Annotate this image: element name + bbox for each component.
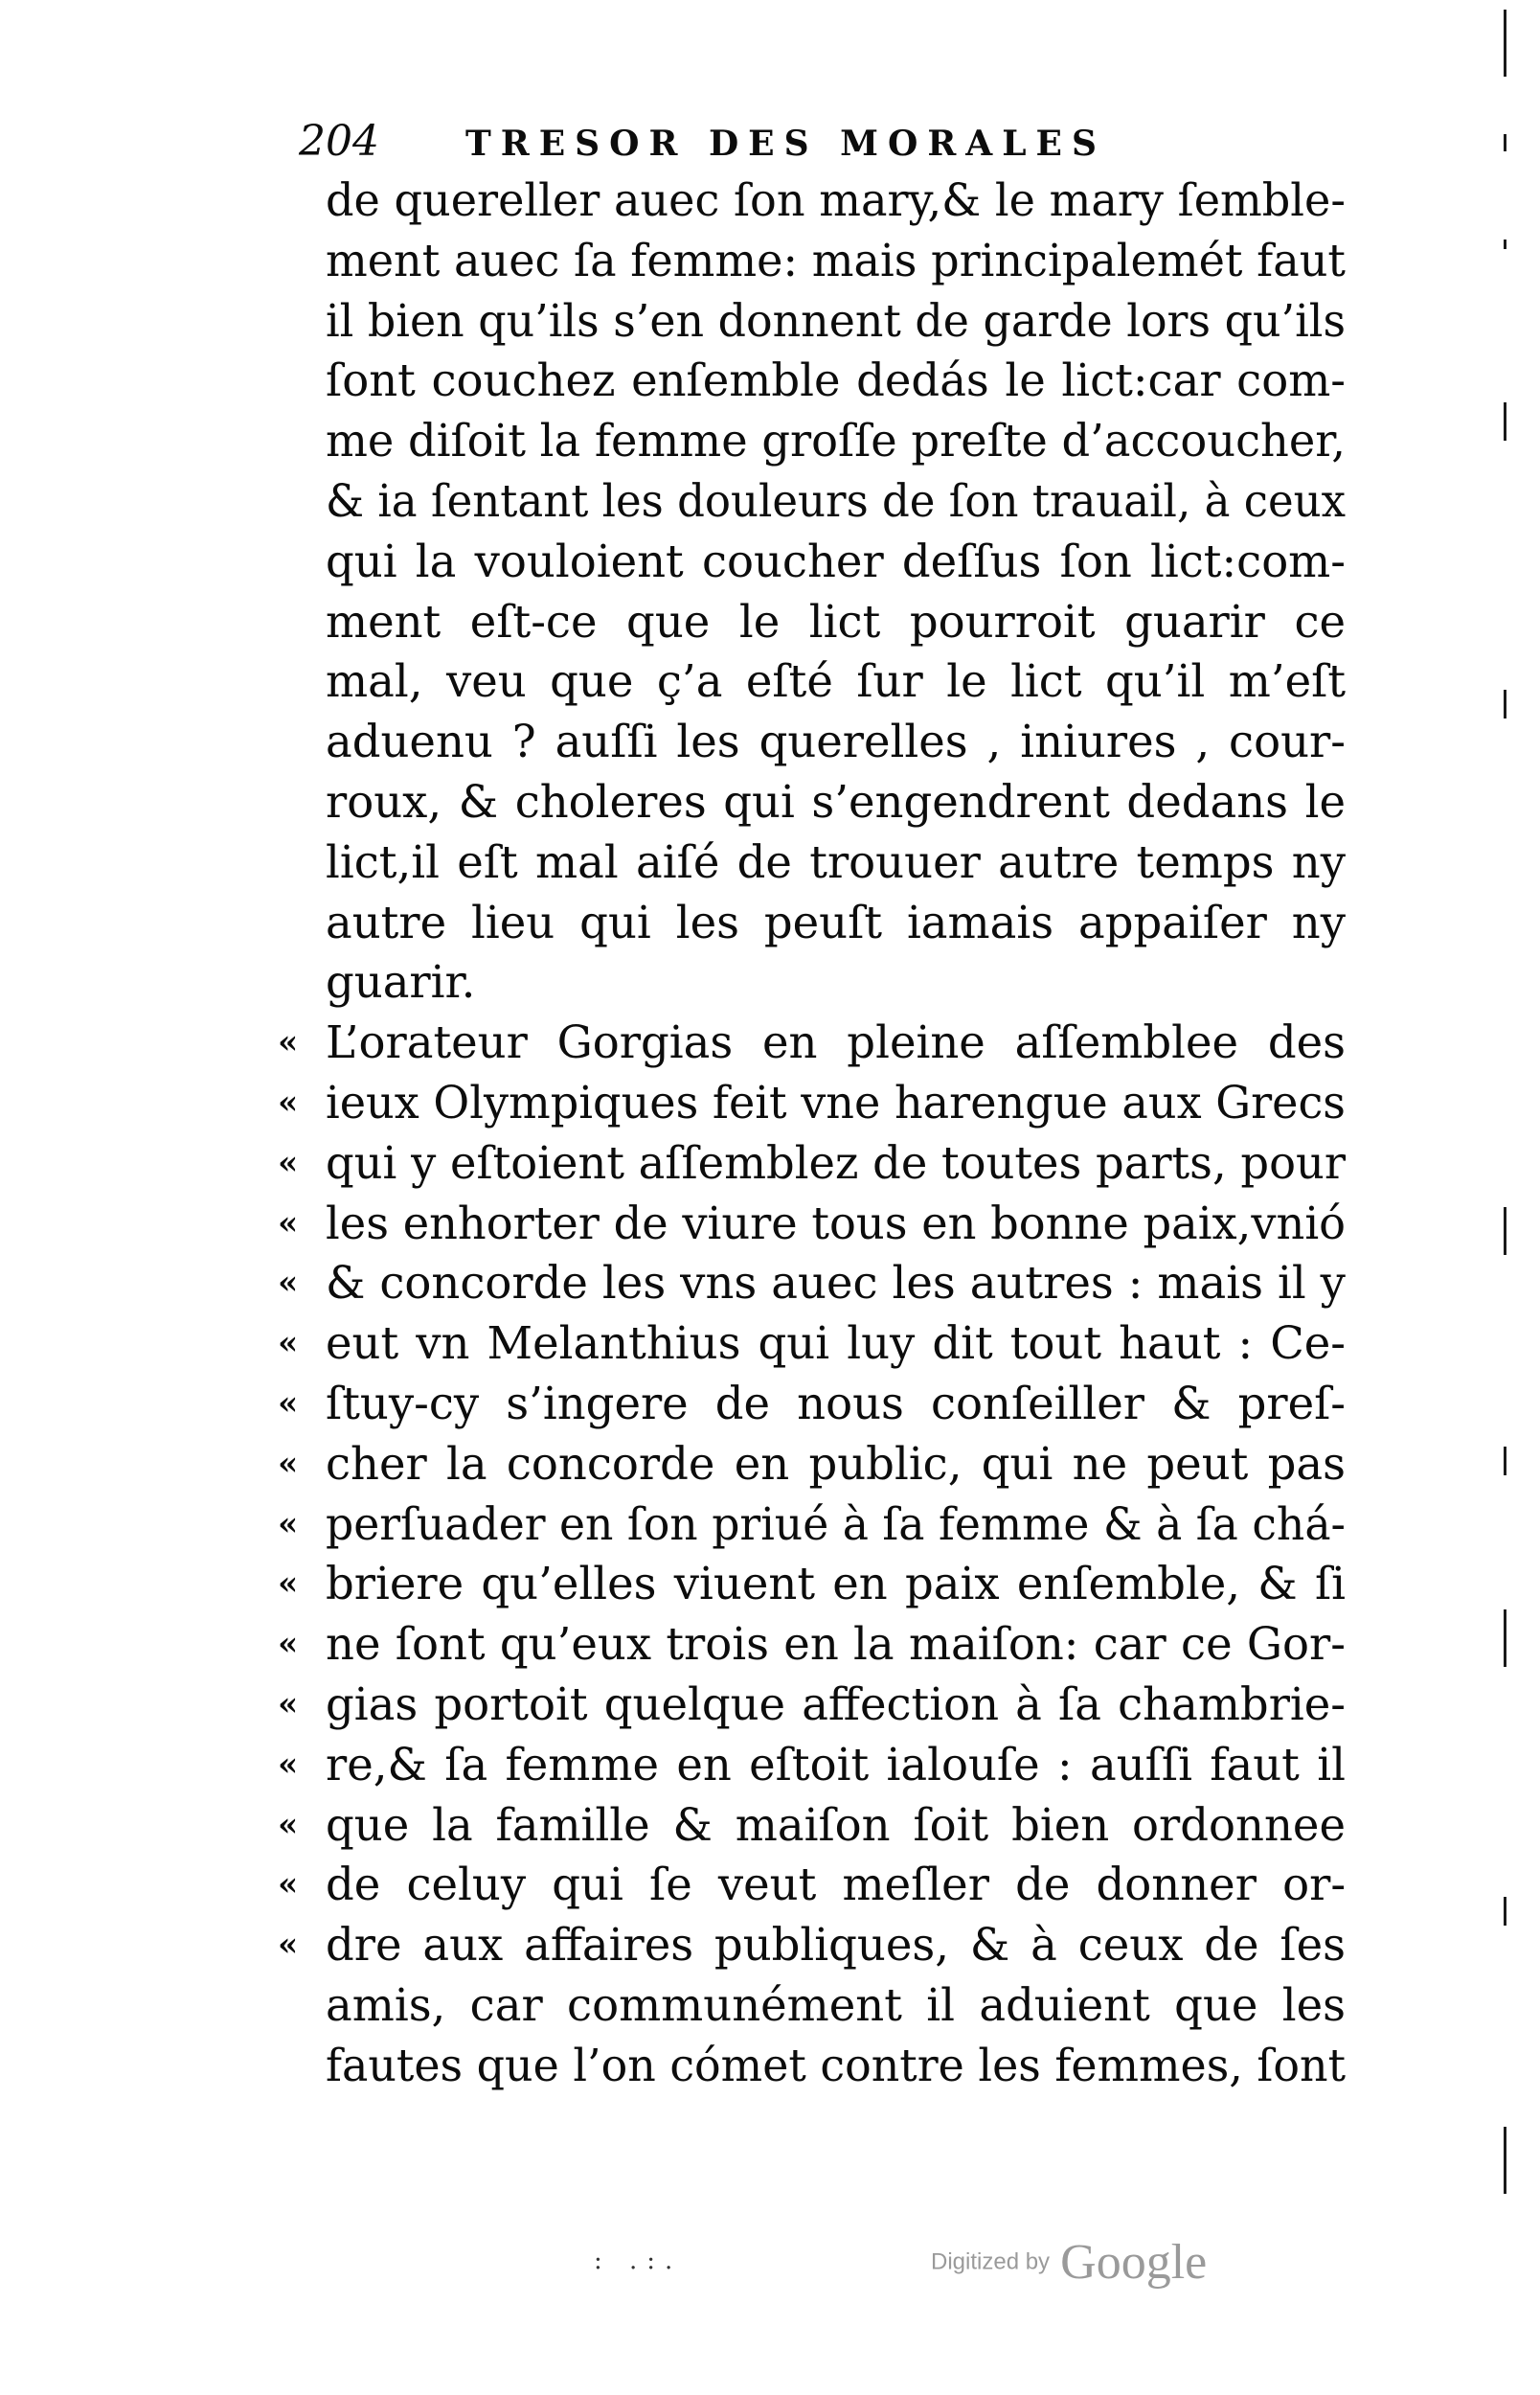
line-text: qui y eſtoient aſſemblez de toutes parts, pour xyxy=(326,1136,1347,1189)
quotation-marker: « xyxy=(278,1023,299,1062)
text-line xyxy=(278,1013,1346,1073)
text-line xyxy=(326,2036,1346,2096)
line-text: guarir. xyxy=(326,956,476,1009)
line-text: me diſoit la femme groſſe preſte d’accoucher, xyxy=(326,415,1347,468)
quotation-marker: « xyxy=(278,1564,299,1604)
text-line xyxy=(326,171,1346,231)
watermark-prefix: Digitized by xyxy=(931,2248,1051,2275)
line-text: que la famille & maiſon ſoit bien ordonnee xyxy=(326,1798,1346,1851)
quotation-marker: « xyxy=(278,1805,299,1844)
body-text xyxy=(278,171,1347,2096)
line-text: dre aux affaires publiques, & à ceux de ſes xyxy=(326,1919,1347,1972)
line-text: L’orateur Gorgias en pleine aſſemblee des xyxy=(326,1016,1346,1069)
text-line xyxy=(326,291,1346,352)
text-line xyxy=(326,712,1346,772)
line-text: perſuader en ſon priué à ſa femme & à ſa chá- xyxy=(326,1497,1346,1550)
line-text: ieux Olympiques feit vne harengue aux Grecs xyxy=(326,1076,1346,1129)
text-line xyxy=(326,1975,1346,2036)
footer-marks: : .:. xyxy=(594,2247,683,2275)
text-line xyxy=(278,1675,1347,1735)
page-edge-rule xyxy=(1504,0,1506,2395)
line-text: il bien qu’ils s’en donnent de garde lors qu’ils xyxy=(326,294,1347,347)
line-text: autre lieu qui les peuſt iamais appaiſer ny xyxy=(326,896,1346,948)
line-text: eut vn Melanthius qui luy dit tout haut : Ce- xyxy=(326,1317,1347,1370)
line-text: gias portoit quelque affection à ſa chambrie- xyxy=(326,1677,1347,1730)
text-line xyxy=(278,1374,1347,1434)
line-text: qui la vouloient coucher deſſus ſon lict:com- xyxy=(326,535,1346,587)
line-text: fautes que l’on cómet contre les femmes, ſont xyxy=(326,2039,1347,2091)
text-line xyxy=(326,772,1346,833)
quotation-marker: « xyxy=(278,1143,299,1182)
quotation-marker: « xyxy=(278,1684,299,1723)
text-line xyxy=(278,1915,1347,1975)
line-text: lict,il eſt mal aiſé de trouuer autre temps ny xyxy=(326,835,1346,888)
text-line xyxy=(278,1133,1347,1194)
digitized-watermark xyxy=(931,2234,1207,2291)
quotation-marker: « xyxy=(278,1324,299,1363)
line-text: & concorde les vns auec les autres : mais il y xyxy=(326,1257,1346,1310)
text-line xyxy=(326,471,1346,532)
line-text: roux, & choleres qui s’engendrent dedans le xyxy=(326,775,1346,828)
line-text: ment eſt-ce que le lict pourroit guarir ce xyxy=(326,595,1347,648)
text-line xyxy=(326,532,1346,592)
text-line xyxy=(278,1494,1346,1555)
quotation-marker: « xyxy=(278,1083,299,1122)
line-text: les enhorter de viure tous en bonne paix,vnió xyxy=(326,1197,1347,1249)
line-text: ſont couchez enſemble dedás le lict:car com- xyxy=(326,354,1347,407)
watermark-brand: Google xyxy=(1060,2235,1208,2290)
line-text: cher la concorde en public, qui ne peut pas xyxy=(326,1437,1346,1490)
line-text: re,& ſa femme en eſtoit ialouſe : auſſi faut il xyxy=(326,1738,1346,1791)
text-line xyxy=(326,231,1346,291)
quotation-marker: « xyxy=(278,1203,299,1243)
quotation-marker: « xyxy=(278,1444,299,1483)
text-line xyxy=(326,592,1346,652)
text-line xyxy=(326,833,1346,893)
text-line xyxy=(278,1855,1347,1915)
page-number: 204 xyxy=(299,117,379,166)
line-text: amis, car communément il aduient que les xyxy=(326,1978,1347,2031)
text-line xyxy=(278,1253,1346,1313)
text-line xyxy=(326,893,1346,953)
running-title: TRESOR DES MORALES xyxy=(465,124,1106,164)
line-text: ne ſont qu’eux trois en la maiſon: car ce Gor- xyxy=(326,1618,1346,1671)
page-header xyxy=(299,113,1352,171)
text-line xyxy=(278,1614,1346,1675)
quotation-marker: « xyxy=(278,1745,299,1784)
text-line xyxy=(326,651,1346,712)
quotation-marker: « xyxy=(278,1264,299,1303)
text-line xyxy=(278,1554,1347,1614)
quotation-marker: « xyxy=(278,1625,299,1664)
text-line xyxy=(278,1735,1346,1795)
line-text: briere qu’elles viuent en paix enſemble, & ſi xyxy=(326,1558,1347,1610)
text-line xyxy=(278,1194,1347,1254)
line-text: ſtuy-cy s’ingere de nous conſeiller & preſ- xyxy=(326,1377,1347,1429)
text-line xyxy=(326,411,1346,471)
text-line xyxy=(278,1434,1346,1494)
line-text: aduenu ? auſſi les querelles , iniures , cour- xyxy=(326,716,1346,768)
text-line xyxy=(278,1313,1347,1374)
line-text: & ia ſentant les douleurs de ſon trauail, à ceux xyxy=(326,474,1346,527)
quotation-marker: « xyxy=(278,1926,299,1965)
text-line xyxy=(326,952,1346,1013)
quotation-marker: « xyxy=(278,1383,299,1423)
text-line xyxy=(278,1795,1346,1856)
text-line xyxy=(278,1073,1346,1133)
quotation-marker: « xyxy=(278,1865,299,1905)
text-line xyxy=(326,351,1346,411)
quotation-marker: « xyxy=(278,1504,299,1543)
line-text: de celuy qui ſe veut meſler de donner or- xyxy=(326,1859,1347,1911)
line-text: de quereller auec ſon mary,& le mary ſemble- xyxy=(326,174,1346,226)
line-text: mal, veu que ç’a eſté ſur le lict qu’il m’eſt xyxy=(326,655,1347,708)
line-text: ment auec ſa femme: mais principalemét faut xyxy=(326,234,1346,286)
